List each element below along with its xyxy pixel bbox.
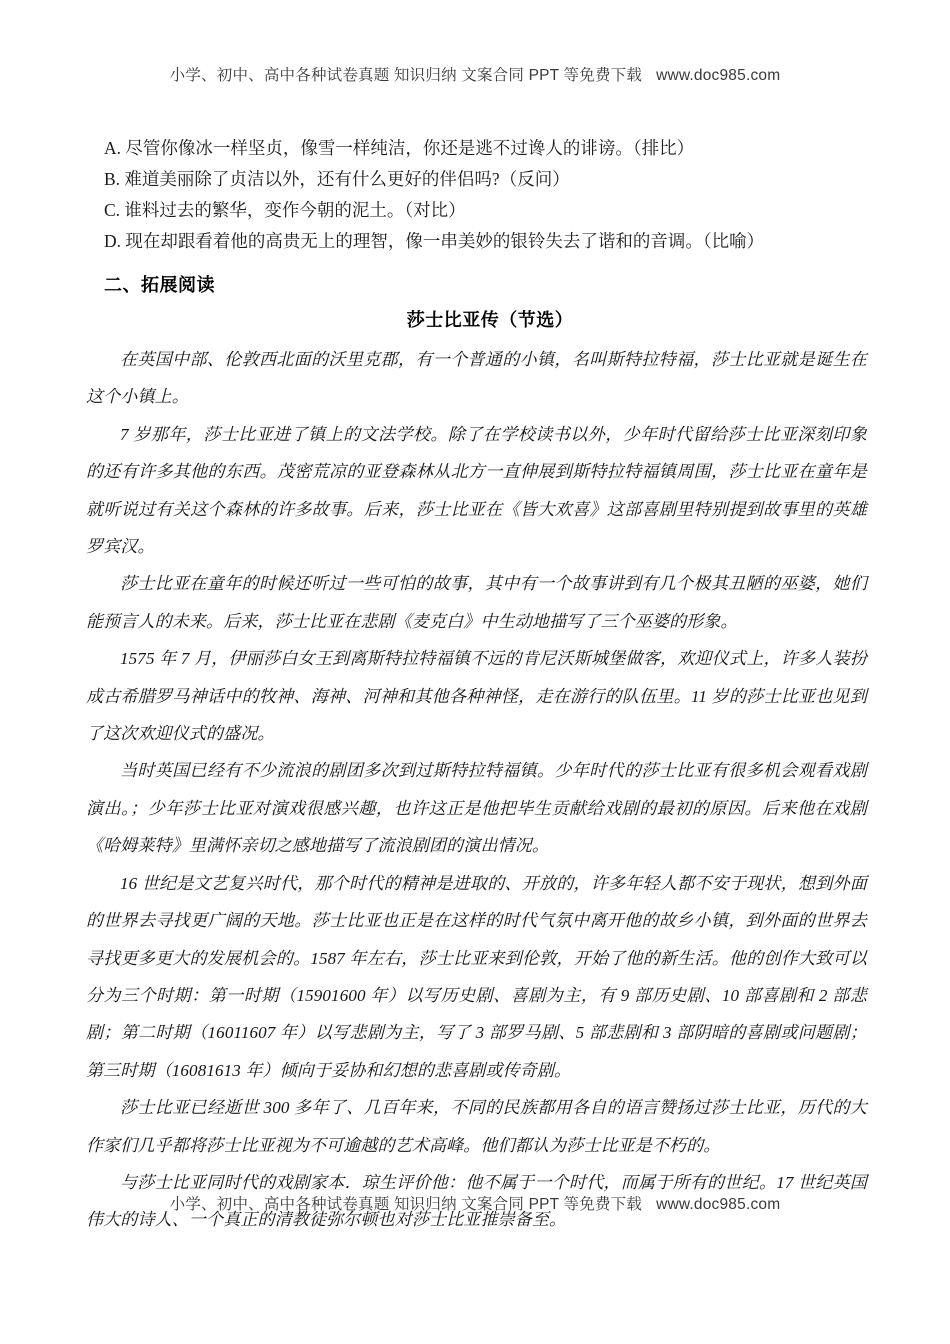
- paragraph: 在英国中部、伦敦西北面的沃里克郡，有一个普通的小镇，名叫斯特拉特福，莎士比亚就是诞生在这个小镇上。: [86, 350, 867, 407]
- option-c: C. 谁料过去的繁华，变作今朝的泥土。（对比）: [104, 200, 466, 220]
- header-watermark-url: www.doc985.com: [656, 67, 781, 84]
- paragraph: 莎士比亚已经逝世 300 多年了、几百年来，不同的民族都用各自的语言赞扬过莎士比亚，历代的大作家们几乎都将莎士比亚视为不可逾越的艺术高峰。他们都认为莎士比亚是不朽的。: [86, 1098, 867, 1155]
- section-heading: 二、拓展阅读: [104, 275, 215, 295]
- article-title: 莎士比亚传（节选）: [406, 310, 574, 330]
- paragraph: 当时英国已经有不少流浪的剧团多次到过斯特拉特福镇。少年时代的莎士比亚有很多机会观看戏剧演出。；少年莎士比亚对演戏很感兴趣，也许这正是他把毕生贡献给戏剧的最初的原因。后来他在戏剧《哈姆莱特》里满怀亲切之感地描写了流浪剧团的演出情况。: [86, 761, 867, 856]
- paragraph: 7 岁那年，莎士比亚进了镇上的文法学校。除了在学校读书以外，少年时代留给莎士比亚深刻印象的还有许多其他的东西。茂密荒凉的亚登森林从北方一直伸展到斯特拉特福镇周围，莎士比亚在童年是就听说过有关这个森林的许多故事。后来，莎士比亚在《皆大欢喜》这部喜剧里特别提到故事里的英雄罗宾汉。: [86, 424, 867, 557]
- header-watermark: [0, 63, 950, 85]
- article-body: [86, 341, 867, 1239]
- option-list: [86, 133, 866, 257]
- header-watermark-text: 小学、初中、高中各种试卷真题 知识归纳 文案合同 PPT 等免费下载: [169, 67, 643, 84]
- paragraph: 1575 年 7 月，伊丽莎白女王到离斯特拉特福镇不远的肯尼沃斯城堡做客，欢迎仪式上，许多人装扮成古希腊罗马神话中的牧神、海神、河神和其他各种神怪，走在游行的队伍里。11 岁的莎士比亚也见到了这次欢迎仪式的盛况。: [86, 649, 867, 744]
- footer-watermark: [0, 1192, 950, 1214]
- paragraph: 16 世纪是文艺复兴时代，那个时代的精神是进取的、开放的，许多年轻人都不安于现状，想到外面的世界去寻找更广阔的天地。莎士比亚也正是在这样的时代气氛中离开他的故乡小镇，到外面的世界去寻找更多更大的发展机会的。1587 年左右，莎士比亚来到伦敦，开始了他的新生活。他的创作大致可以分为三个时期：第一时期（15901600 年）以写历史剧、喜剧为主，有 9 部历史剧、10 部喜剧和 2 部悲剧；第二时期（16011607 年）以写悲剧为主，写了 3 部罗马剧、5 部悲剧和 3 部阴暗的喜剧或问题剧；第三时期（16081613 年）倾向于妥协和幻想的悲喜剧或传奇剧。: [86, 873, 867, 1080]
- option-b: B. 难道美丽除了贞洁以外，还有什么更好的伴侣吗?（反问）: [104, 169, 570, 189]
- paragraph: 莎士比亚在童年的时候还听过一些可怕的故事，其中有一个故事讲到有几个极其丑陋的巫婆，她们能预言人的未来。后来，莎士比亚在悲剧《麦克白》中生动地描写了三个巫婆的形象。: [86, 574, 867, 631]
- option-d: D. 现在却跟看着他的高贵无上的理智，像一串美妙的银铃失去了谐和的音调。（比喻）: [104, 231, 765, 251]
- footer-watermark-text: 小学、初中、高中各种试卷真题 知识归纳 文案合同 PPT 等免费下载: [169, 1196, 643, 1213]
- option-a: A. 尽管你像冰一样坚贞，像雪一样纯洁，你还是逃不过谗人的诽谤。（排比）: [104, 138, 695, 158]
- paragraph: 与莎士比亚同时代的戏剧家本．琼生评价他：他不属于一个时代，而属于所有的世纪。17 世纪英国伟大的诗人、一个真正的清教徒弥尔顿也对莎士比亚推崇备至。: [86, 1172, 867, 1230]
- footer-watermark-url: www.doc985.com: [656, 1196, 781, 1213]
